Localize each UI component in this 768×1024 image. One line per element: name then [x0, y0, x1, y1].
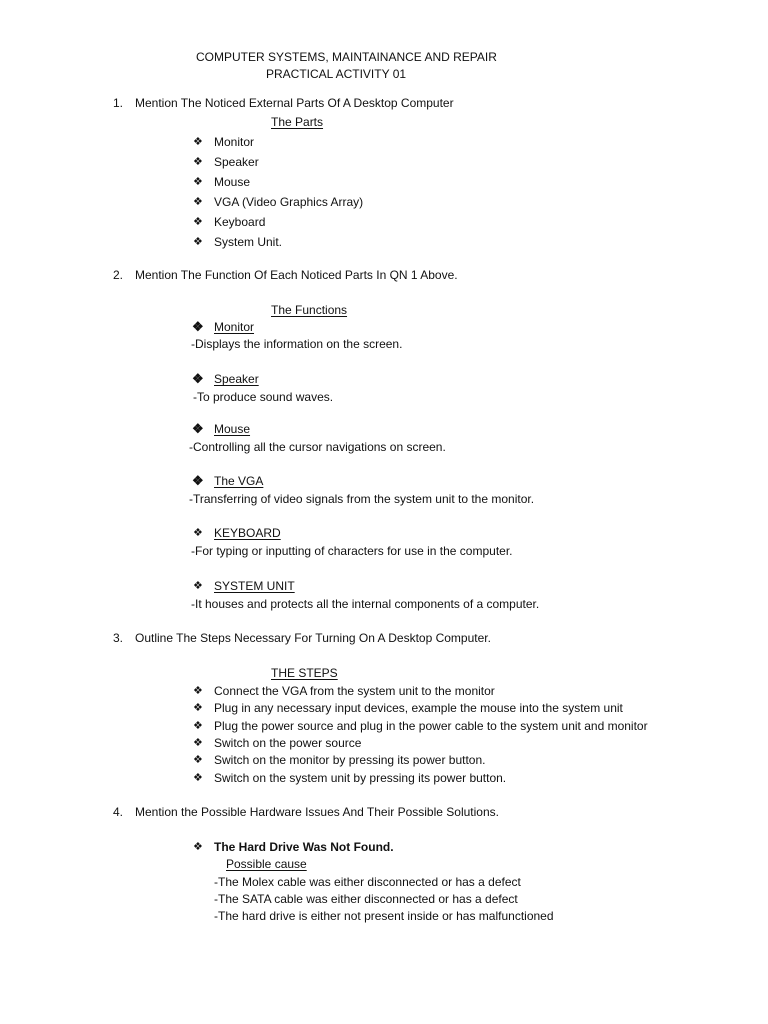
issue-title: The Hard Drive Was Not Found. — [214, 840, 394, 854]
list-item: Connect the VGA from the system unit to the monitor — [214, 684, 495, 698]
function-description: -To produce sound waves. — [193, 390, 334, 404]
list-item: Plug in any necessary input devices, example the mouse into the system unit — [214, 701, 623, 715]
bullet-diamond-icon: ❖ — [193, 720, 203, 732]
bullet-diamond-icon: ❖ — [193, 685, 203, 697]
question-number: 2. — [113, 268, 124, 282]
document-subtitle: PRACTICAL ACTIVITY 01 — [266, 67, 407, 81]
list-item: Keyboard — [214, 215, 266, 229]
bullet-diamond-icon: ❖ — [193, 176, 203, 188]
bullet-diamond-icon: ❖ — [193, 737, 203, 749]
bullet-diamond-icon: ❖ — [193, 196, 203, 208]
section-heading: THE STEPS — [271, 666, 338, 680]
list-item: Switch on the power source — [214, 736, 362, 750]
function-part-name: Speaker — [214, 372, 259, 386]
bullet-diamond-icon: ❖ — [192, 371, 204, 386]
list-item: Mouse — [214, 175, 251, 189]
bullet-diamond-icon: ❖ — [192, 421, 204, 436]
list-item: Switch on the monitor by pressing its power button. — [214, 753, 486, 767]
list-item: VGA (Video Graphics Array) — [214, 195, 364, 209]
question-number: 4. — [113, 805, 124, 819]
function-description: -For typing or inputting of characters for use in the computer. — [191, 544, 513, 558]
bullet-diamond-icon: ❖ — [193, 236, 203, 248]
possible-cause-heading: Possible cause — [226, 857, 307, 871]
list-item: System Unit. — [214, 235, 283, 249]
list-item: Speaker — [214, 155, 259, 169]
bullet-diamond-icon: ❖ — [193, 754, 203, 766]
function-part-name: SYSTEM UNIT — [214, 579, 295, 593]
question-number: 1. — [113, 96, 124, 110]
function-part-name: Mouse — [214, 422, 251, 436]
bullet-diamond-icon: ❖ — [193, 156, 203, 168]
bullet-diamond-icon: ❖ — [193, 702, 203, 714]
function-part-name: KEYBOARD — [214, 526, 281, 540]
function-part-name: The VGA — [214, 474, 264, 488]
list-item: Monitor — [214, 135, 255, 149]
bullet-diamond-icon: ❖ — [193, 580, 203, 592]
bullet-diamond-icon: ❖ — [193, 841, 203, 853]
question-text: Mention The Noticed External Parts Of A Desktop Computer — [135, 96, 454, 110]
function-part-name: Monitor — [214, 320, 255, 334]
function-description: -Transferring of video signals from the system unit to the monitor. — [189, 492, 535, 506]
question-text: Mention the Possible Hardware Issues And Their Possible Solutions. — [135, 805, 499, 819]
bullet-diamond-icon: ❖ — [193, 216, 203, 228]
bullet-diamond-icon: ❖ — [193, 136, 203, 148]
question-text: Mention The Function Of Each Noticed Parts In QN 1 Above. — [135, 268, 458, 282]
cause-item: -The SATA cable was either disconnected or has a defect — [214, 892, 518, 906]
bullet-diamond-icon: ❖ — [192, 473, 204, 488]
list-item: Switch on the system unit by pressing its power button. — [214, 771, 507, 785]
cause-item: -The Molex cable was either disconnected or has a defect — [214, 875, 521, 889]
cause-item: -The hard drive is either not present inside or has malfunctioned — [214, 909, 554, 923]
question-text: Outline The Steps Necessary For Turning On A Desktop Computer. — [135, 631, 491, 645]
function-description: -Displays the information on the screen. — [191, 337, 403, 351]
bullet-diamond-icon: ❖ — [192, 319, 204, 334]
function-description: -Controlling all the cursor navigations on screen. — [189, 440, 446, 454]
section-heading: The Functions — [271, 303, 348, 317]
list-item: Plug the power source and plug in the power cable to the system unit and monitor — [214, 719, 648, 733]
function-description: -It houses and protects all the internal components of a computer. — [191, 597, 540, 611]
bullet-diamond-icon: ❖ — [193, 527, 203, 539]
document-title: COMPUTER SYSTEMS, MAINTAINANCE AND REPAIR — [196, 50, 497, 64]
section-heading: The Parts — [271, 115, 324, 129]
question-number: 3. — [113, 631, 124, 645]
bullet-diamond-icon: ❖ — [193, 772, 203, 784]
